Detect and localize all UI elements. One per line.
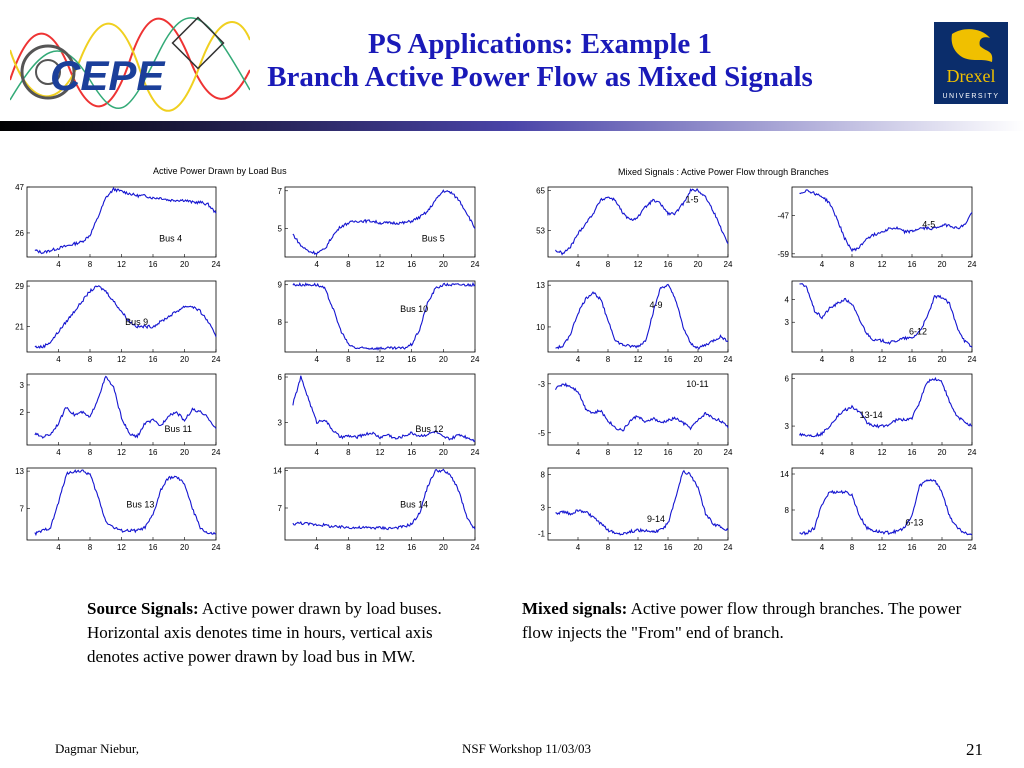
y-tick-label: 21: [15, 322, 24, 332]
title-line-2: Branch Active Power Flow as Mixed Signals: [267, 61, 813, 93]
plot-frame: [548, 187, 728, 257]
x-tick-label: 4: [314, 543, 319, 552]
x-tick-label: 12: [877, 543, 887, 552]
x-tick-label: 8: [87, 543, 93, 552]
x-tick-label: 4: [819, 543, 825, 552]
x-tick-label: 24: [211, 355, 221, 364]
x-tick-label: 12: [117, 448, 126, 457]
slide-title: [200, 28, 880, 94]
plot-label: Bus 9: [125, 317, 149, 328]
x-tick-label: 16: [663, 543, 673, 552]
x-tick-label: 12: [633, 260, 643, 269]
y-tick-label: 65: [536, 186, 545, 196]
plot-label: 6-13: [905, 517, 924, 528]
plot-label: 4-9: [649, 299, 663, 310]
x-tick-label: 24: [470, 355, 480, 364]
x-tick-label: 20: [693, 355, 703, 364]
x-tick-label: 16: [407, 448, 417, 457]
plot-bus-11: [3, 370, 222, 459]
x-tick-label: 24: [470, 543, 480, 552]
x-tick-label: 20: [693, 260, 703, 269]
x-tick-label: 8: [87, 448, 93, 457]
x-tick-label: 8: [849, 260, 855, 269]
left-panel-title: Active Power Drawn by Load Bus: [153, 166, 287, 176]
y-tick-label: 7: [277, 504, 282, 513]
caption-left-bold: Source Signals:: [87, 599, 199, 618]
x-tick-label: 24: [723, 543, 733, 552]
drexel-logo-subtext: UNIVERSITY: [942, 93, 1000, 100]
plot-bus-12: [261, 370, 481, 459]
caption-right-text: Active power flow through branches. The power flow injects the "From" end of branch.: [522, 599, 962, 642]
x-tick-label: 12: [117, 355, 126, 364]
x-tick-label: 16: [907, 355, 917, 364]
x-tick-label: 16: [663, 355, 673, 364]
x-tick-label: 24: [967, 260, 977, 269]
footer-author: Dagmar Niebur,: [55, 741, 139, 756]
x-tick-label: 12: [877, 260, 887, 269]
x-tick-label: 12: [375, 355, 385, 364]
y-tick-label: 47: [15, 183, 24, 192]
plot-label: 9-14: [646, 514, 666, 524]
y-tick-label: 4: [784, 295, 789, 305]
x-tick-label: 16: [407, 355, 417, 364]
x-tick-label: 8: [849, 448, 855, 457]
x-tick-label: 20: [937, 448, 947, 457]
y-tick-label: -1: [537, 529, 545, 539]
x-tick-label: 4: [314, 260, 319, 269]
x-tick-label: 16: [907, 260, 917, 269]
x-tick-label: 4: [575, 448, 581, 457]
x-tick-label: 4: [56, 355, 61, 364]
x-tick-label: 4: [314, 448, 319, 457]
y-tick-label: 53: [536, 226, 545, 236]
caption-right-bold: Mixed signals:: [522, 599, 628, 618]
x-tick-label: 12: [633, 355, 643, 364]
plot-frame: [27, 281, 216, 352]
right-panel-title: Mixed Signals : Active Power Flow through Branches: [618, 167, 829, 177]
x-tick-label: 16: [907, 543, 917, 552]
x-tick-label: 8: [87, 260, 93, 269]
x-tick-label: 16: [663, 448, 673, 457]
y-tick-label: 7: [277, 186, 282, 196]
x-tick-label: 8: [346, 260, 351, 269]
x-tick-label: 16: [407, 260, 417, 269]
y-tick-label: 3: [540, 503, 545, 513]
x-tick-label: 8: [87, 355, 93, 364]
footer-page-number: 21: [966, 740, 983, 759]
x-tick-label: 24: [967, 448, 977, 457]
y-tick-label: 8: [784, 506, 789, 515]
x-tick-label: 16: [148, 543, 158, 552]
plot-4-9: [524, 277, 734, 366]
x-tick-label: 8: [346, 448, 351, 457]
x-tick-label: 12: [633, 448, 643, 457]
plot-4-5: [768, 183, 978, 271]
x-tick-label: 16: [148, 355, 158, 364]
x-tick-label: 8: [346, 355, 351, 364]
y-tick-label: 14: [780, 470, 789, 479]
plot-frame: [27, 374, 216, 445]
plot-bus-4: [3, 183, 222, 271]
x-tick-label: 24: [211, 260, 221, 269]
x-tick-label: 20: [693, 543, 703, 552]
plot-frame: [285, 281, 475, 352]
plot-bus-14: [261, 464, 481, 554]
y-tick-label: -3: [537, 379, 545, 389]
plot-label: Bus 4: [159, 233, 183, 244]
plot-label: Bus 13: [126, 499, 155, 510]
plot-13-14: [768, 370, 978, 459]
plot-frame: [285, 468, 475, 540]
x-tick-label: 4: [819, 355, 825, 364]
y-tick-label: 9: [277, 280, 282, 290]
x-tick-label: 16: [148, 260, 158, 269]
plot-9-14: [524, 464, 734, 554]
plot-1-5: [524, 183, 734, 271]
y-tick-label: 14: [273, 466, 282, 476]
y-tick-label: 10: [536, 322, 545, 332]
plot-label: 1-5: [685, 194, 699, 205]
y-tick-label: 3: [784, 422, 789, 432]
x-tick-label: 12: [877, 448, 887, 457]
x-tick-label: 8: [605, 448, 611, 457]
x-tick-label: 24: [723, 448, 733, 457]
x-tick-label: 12: [375, 260, 385, 269]
plot-label: Bus 5: [421, 233, 445, 244]
x-tick-label: 12: [633, 543, 643, 552]
x-tick-label: 20: [438, 448, 448, 457]
x-tick-label: 12: [375, 448, 385, 457]
y-tick-label: -5: [537, 428, 545, 438]
plot-10-11: [524, 370, 734, 459]
plot-6-13: [768, 464, 978, 554]
drexel-logo-text: Drexel: [946, 66, 996, 86]
x-tick-label: 24: [211, 448, 221, 457]
x-tick-label: 8: [346, 543, 351, 552]
footer-event: NSF Workshop 11/03/03: [462, 741, 591, 756]
x-tick-label: 12: [117, 543, 126, 552]
x-tick-label: 24: [211, 543, 221, 552]
x-tick-label: 24: [723, 260, 733, 269]
x-tick-label: 4: [575, 543, 581, 552]
x-tick-label: 12: [117, 260, 126, 269]
x-tick-label: 20: [180, 543, 189, 552]
x-tick-label: 20: [438, 260, 448, 269]
plot-6-12: [768, 277, 978, 366]
y-tick-label: 8: [277, 318, 282, 328]
y-tick-label: 29: [15, 282, 24, 292]
plot-label: 6-12: [908, 326, 928, 337]
plot-label: Bus 11: [164, 424, 192, 435]
y-tick-label: 6: [277, 373, 282, 383]
x-tick-label: 20: [180, 260, 189, 269]
x-tick-label: 20: [180, 448, 189, 457]
x-tick-label: 16: [407, 543, 417, 552]
x-tick-label: 8: [605, 260, 611, 269]
x-tick-label: 8: [849, 355, 855, 364]
x-tick-label: 24: [470, 448, 480, 457]
x-tick-label: 20: [180, 355, 189, 364]
plot-frame: [548, 281, 728, 352]
x-tick-label: 12: [375, 543, 385, 552]
y-tick-label: 13: [15, 467, 24, 477]
x-tick-label: 16: [907, 448, 917, 457]
x-tick-label: 24: [470, 260, 480, 269]
y-tick-label: 3: [19, 380, 24, 390]
plot-label: 4-5: [922, 219, 936, 230]
x-tick-label: 20: [937, 260, 947, 269]
x-tick-label: 4: [56, 448, 61, 457]
y-tick-label: 6: [784, 374, 789, 384]
plot-bus-9: [3, 277, 222, 366]
plot-bus-13: [3, 464, 222, 554]
x-tick-label: 24: [967, 355, 977, 364]
y-tick-label: 26: [15, 228, 24, 238]
x-tick-label: 20: [693, 448, 703, 457]
y-tick-label: 3: [277, 418, 282, 428]
x-tick-label: 20: [937, 355, 947, 364]
y-tick-label: 7: [19, 504, 24, 514]
x-tick-label: 4: [819, 260, 825, 269]
plot-frame: [792, 187, 972, 257]
y-tick-label: 3: [784, 318, 789, 328]
x-tick-label: 20: [438, 543, 448, 552]
plot-label: Bus 14: [400, 499, 429, 510]
cepe-logo-text: CEPE: [50, 52, 165, 99]
x-tick-label: 4: [575, 260, 581, 269]
x-tick-label: 4: [819, 448, 825, 457]
x-tick-label: 8: [849, 543, 855, 552]
plot-bus-10: [261, 277, 481, 366]
x-tick-label: 24: [723, 355, 733, 364]
title-line-1: PS Applications: Example 1: [367, 28, 713, 60]
plot-label: 13-14: [859, 410, 883, 421]
x-tick-label: 24: [967, 543, 977, 552]
x-tick-label: 16: [663, 260, 673, 269]
x-tick-label: 4: [56, 543, 61, 552]
y-tick-label: -59: [777, 249, 789, 259]
caption-right: [522, 597, 962, 645]
plot-label: Bus 10: [400, 304, 429, 315]
y-tick-label: 2: [19, 408, 24, 418]
x-tick-label: 8: [605, 355, 611, 364]
x-tick-label: 4: [56, 260, 61, 269]
plot-bus-5: [261, 183, 481, 271]
caption-left-text: Active power drawn by load buses. Horizontal axis denotes time in hours, vertical axis denotes active power drawn by load bus in MW.: [87, 599, 442, 666]
plot-frame: [27, 187, 216, 257]
caption-left: [87, 597, 487, 669]
x-tick-label: 4: [575, 355, 581, 364]
y-tick-label: 13: [536, 281, 545, 291]
plot-label: 10-11: [686, 378, 709, 389]
y-tick-label: -47: [777, 211, 789, 221]
x-tick-label: 20: [937, 543, 947, 552]
x-tick-label: 8: [605, 543, 611, 552]
y-tick-label: 5: [277, 224, 282, 234]
header-divider: [0, 121, 1024, 131]
drexel-logo: [934, 22, 1008, 104]
x-tick-label: 4: [314, 355, 319, 364]
plot-label: Bus 12: [415, 424, 444, 435]
x-tick-label: 12: [877, 355, 887, 364]
x-tick-label: 16: [148, 448, 158, 457]
plot-frame: [285, 374, 475, 445]
x-tick-label: 20: [438, 355, 448, 364]
y-tick-label: 8: [540, 470, 545, 480]
